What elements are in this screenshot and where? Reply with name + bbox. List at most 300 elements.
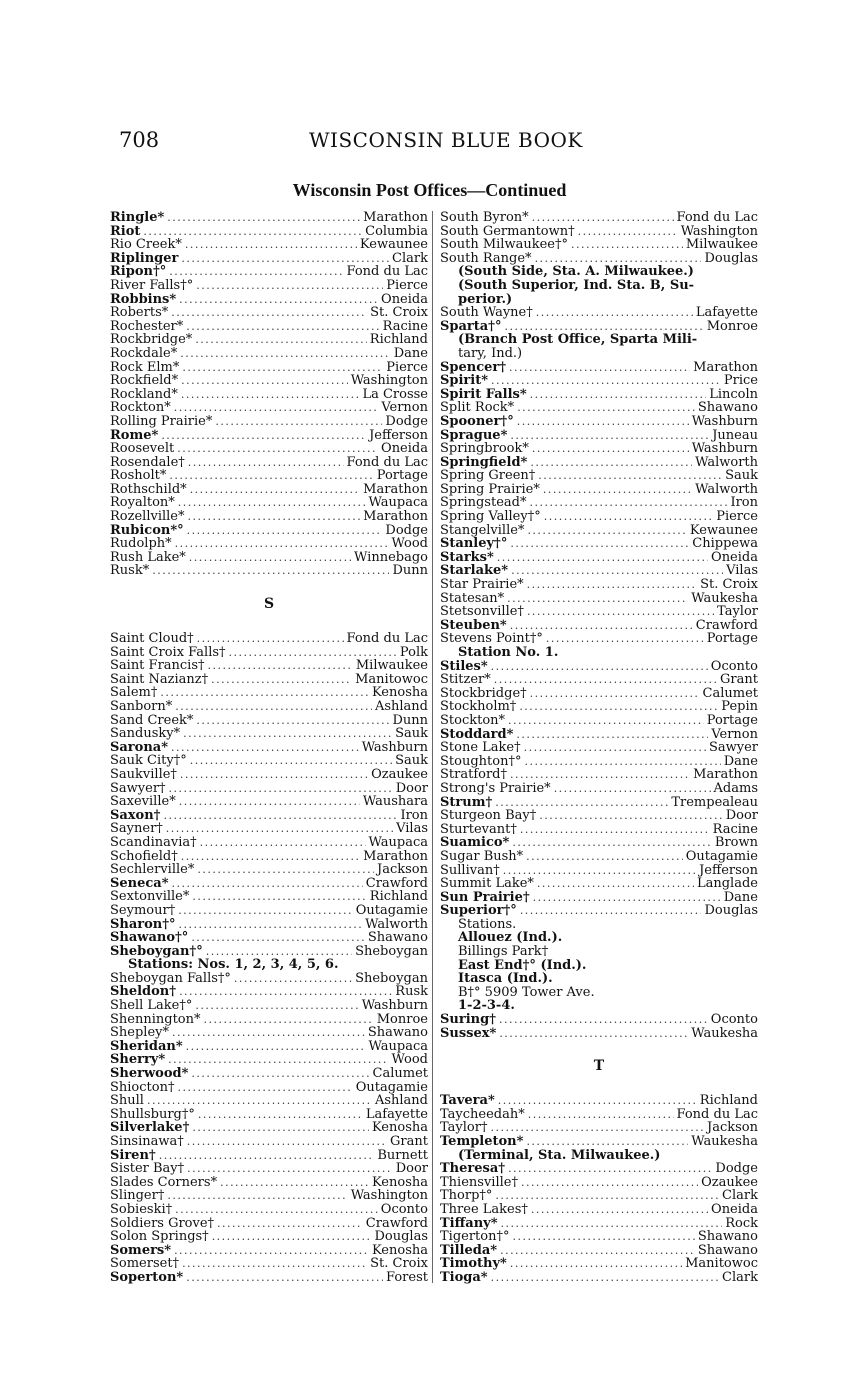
- post-office-entry: [440, 429, 758, 443]
- post-office-entry: [440, 891, 758, 905]
- post-office-entry: [110, 483, 428, 497]
- post-office-entry: [440, 850, 758, 864]
- post-office-name: Spirit Falls*: [440, 386, 527, 402]
- county-name: Door: [395, 780, 428, 796]
- dot-leader: [163, 809, 397, 823]
- post-office-entry: [110, 1121, 428, 1135]
- page-header: [119, 128, 759, 154]
- dot-leader: [172, 877, 363, 891]
- dot-leader: [510, 768, 690, 782]
- dot-leader: [217, 1217, 363, 1231]
- dot-leader: [179, 918, 363, 932]
- post-office-entry: [440, 741, 758, 755]
- post-office-entry: [440, 510, 758, 524]
- dot-leader: [181, 850, 360, 864]
- post-office-name: Roosevelt: [110, 441, 175, 457]
- post-office-name: Riplinger: [110, 250, 179, 266]
- county-name: Ozaukee: [371, 766, 428, 782]
- county-name: Vernon: [381, 400, 428, 416]
- county-name: Racine: [712, 821, 758, 837]
- county-name: Dodge: [715, 1161, 758, 1177]
- dot-leader: [535, 252, 702, 266]
- post-office-name: Roberts*: [110, 305, 169, 321]
- post-office-entry: [440, 1121, 758, 1135]
- county-name: Iron: [730, 495, 758, 511]
- section-title: Wisconsin Post Offices—Continued: [292, 180, 567, 200]
- county-name: Kenosha: [371, 1120, 428, 1136]
- county-name: Clark: [722, 1269, 758, 1285]
- post-office-entry: [110, 265, 428, 279]
- post-office-name: Rolling Prairie*: [110, 413, 213, 429]
- county-name: Monroe: [376, 1011, 428, 1027]
- post-office-entry: [440, 1217, 758, 1231]
- county-name: Sauk: [725, 468, 758, 484]
- dot-leader: [510, 537, 689, 551]
- post-office-entry: [110, 795, 428, 809]
- dot-leader: [497, 551, 708, 565]
- post-office-entry: [440, 632, 758, 646]
- county-name: Douglas: [704, 250, 758, 266]
- county-name: Oconto: [710, 1012, 758, 1028]
- spacer: [110, 612, 428, 632]
- post-office-entry: [110, 714, 428, 728]
- county-name: Clark: [722, 1188, 758, 1204]
- post-office-name: Sheldon†: [110, 984, 177, 1000]
- post-office-name: Somerset†: [110, 1256, 180, 1272]
- county-name: Sauk: [395, 753, 428, 769]
- county-name: Shawano: [697, 1242, 758, 1258]
- post-office-name: Taylor†: [440, 1120, 488, 1136]
- post-office-entry: [110, 1203, 428, 1217]
- post-office-name: Rockfield*: [110, 373, 179, 389]
- post-office-entry: [440, 388, 758, 402]
- post-office-name: Sechlerville*: [110, 862, 195, 878]
- post-office-name: Saint Croix Falls†: [110, 644, 226, 660]
- county-name: Oneida: [711, 1201, 758, 1217]
- dot-leader: [168, 1053, 388, 1067]
- page-number: 708: [119, 128, 160, 152]
- post-office-entry: [440, 619, 758, 633]
- post-office-name: Seymour†: [110, 902, 176, 918]
- post-office-name: Stone Lake†: [440, 740, 521, 756]
- county-name: Lafayette: [695, 305, 758, 321]
- dot-leader: [532, 211, 674, 225]
- post-office-entry: [110, 551, 428, 565]
- post-office-entry: [110, 1176, 428, 1190]
- dot-leader: [521, 1176, 698, 1190]
- county-name: Outagamie: [355, 902, 428, 918]
- post-office-entry: [440, 469, 758, 483]
- entry-note: (South Side, Sta. A. Milwaukee.): [458, 264, 694, 280]
- dot-leader: [528, 1108, 674, 1122]
- dot-leader: [189, 551, 351, 565]
- dot-leader: [539, 809, 722, 823]
- dot-leader: [175, 1203, 378, 1217]
- post-office-entry: [110, 415, 428, 429]
- post-office-entry: [110, 347, 428, 361]
- dot-leader: [190, 483, 360, 497]
- county-name: Portage: [376, 468, 428, 484]
- dot-leader: [174, 1244, 369, 1258]
- post-office-entry: [110, 822, 428, 836]
- post-office-name: Salem†: [110, 685, 158, 701]
- post-office-entry: [440, 442, 758, 456]
- county-name: Fond du Lac: [346, 454, 428, 470]
- post-office-name: Sextonville*: [110, 889, 190, 905]
- post-office-entry: [110, 659, 428, 673]
- post-office-name: Rockton*: [110, 400, 171, 416]
- post-office-entry: [110, 1189, 428, 1203]
- county-name: Marathon: [693, 767, 758, 783]
- county-name: Kenosha: [371, 685, 428, 701]
- county-name: Waukesha: [691, 1134, 758, 1149]
- dot-leader: [181, 252, 389, 266]
- dot-leader: [166, 822, 393, 836]
- dot-leader: [190, 754, 392, 768]
- post-office-entry: [440, 496, 758, 510]
- dot-leader: [167, 211, 360, 225]
- post-office-entry: [440, 592, 758, 606]
- post-office-entry: [110, 293, 428, 307]
- dot-leader: [500, 1244, 695, 1258]
- post-office-entry: [110, 727, 428, 741]
- dot-leader: [187, 1135, 387, 1149]
- post-office-name: Solon Springs†: [110, 1229, 209, 1245]
- dot-leader: [495, 796, 668, 810]
- dot-leader: [174, 401, 379, 415]
- post-office-entry: [440, 1162, 758, 1176]
- dot-leader: [495, 1189, 719, 1203]
- post-office-entry: [440, 415, 758, 429]
- county-name: Walworth: [695, 481, 758, 497]
- dot-leader: [169, 265, 343, 279]
- county-name: Shawano: [367, 930, 428, 946]
- dot-leader: [530, 687, 700, 701]
- post-office-entry: [110, 469, 428, 483]
- dot-leader: [524, 741, 706, 755]
- county-name: Clark: [392, 250, 428, 266]
- entry-note: tary, Ind.): [458, 345, 523, 361]
- county-name: Grant: [390, 1134, 428, 1149]
- dot-leader: [530, 456, 692, 470]
- spacer: [440, 1040, 758, 1060]
- post-office-name: Sturgeon Bay†: [440, 808, 537, 824]
- post-office-entry: [440, 578, 758, 592]
- post-office-name: Sand Creek*: [110, 712, 194, 728]
- post-office-name: Strong's Prairie*: [440, 780, 551, 796]
- dot-leader: [147, 1094, 372, 1108]
- dot-leader: [183, 727, 392, 741]
- post-office-name: Sturtevant†: [440, 821, 517, 837]
- dot-leader: [220, 1176, 369, 1190]
- county-name: Outagamie: [355, 1079, 428, 1095]
- dot-leader: [159, 1149, 375, 1163]
- post-office-entry: [440, 537, 758, 551]
- post-office-name: Shullsburg†°: [110, 1106, 195, 1122]
- post-office-entry: [110, 1026, 428, 1040]
- post-office-entry: [110, 252, 428, 266]
- post-office-name: Shennington*: [110, 1011, 201, 1027]
- post-office-name: Taycheedah*: [440, 1106, 525, 1122]
- county-name: Dane: [723, 889, 758, 905]
- county-name: Taylor: [717, 604, 758, 620]
- post-office-name: Sussex*: [440, 1025, 497, 1041]
- county-name: Jefferson: [699, 862, 758, 878]
- county-name: Jackson: [707, 1120, 758, 1136]
- county-name: Waukesha: [691, 590, 758, 606]
- dot-leader: [186, 1271, 383, 1285]
- county-name: Crawford: [365, 1215, 428, 1231]
- dot-leader: [527, 578, 697, 592]
- post-office-name: Stockholm†: [440, 699, 517, 715]
- county-name: Ozaukee: [701, 1174, 758, 1190]
- county-name: Milwaukee: [685, 237, 758, 253]
- post-office-name: Rosendale†: [110, 454, 185, 470]
- post-office-name: Sullivan†: [440, 862, 500, 878]
- dot-leader: [510, 429, 709, 443]
- dot-leader: [180, 768, 368, 782]
- entry-note: 1-2-3-4.: [458, 998, 515, 1014]
- dot-leader: [171, 306, 367, 320]
- post-office-entry: [440, 1203, 758, 1217]
- entry-note: Itasca (Ind.).: [458, 971, 553, 987]
- post-office-name: River Falls†°: [110, 277, 194, 293]
- dot-leader: [208, 659, 353, 673]
- dot-leader: [494, 673, 717, 687]
- county-name: Dodge: [385, 413, 428, 429]
- post-office-name: Schofield†: [110, 848, 178, 864]
- county-name: Adams: [713, 780, 758, 796]
- post-office-name: Stockton*: [440, 712, 506, 728]
- county-name: Brown: [714, 835, 758, 851]
- post-office-entry: [110, 686, 428, 700]
- spacer: [440, 1074, 758, 1094]
- post-office-name: Tiffany*: [440, 1215, 498, 1231]
- county-name: St. Croix: [370, 1256, 428, 1272]
- post-office-entry: [110, 1040, 428, 1054]
- county-name: Vilas: [726, 563, 758, 579]
- post-office-entry: [110, 632, 428, 646]
- dot-leader: [182, 361, 383, 375]
- county-name: La Crosse: [362, 386, 428, 402]
- post-office-name: Stoughton†°: [440, 753, 522, 769]
- county-name: Door: [395, 1161, 428, 1177]
- post-office-entry: [440, 700, 758, 714]
- post-office-name: Three Lakes†: [440, 1201, 528, 1217]
- post-office-name: Spring Green†: [440, 468, 536, 484]
- dot-leader: [198, 1108, 363, 1122]
- post-office-entry: [440, 306, 758, 320]
- post-office-name: Sauk City†°: [110, 753, 187, 769]
- county-name: Marathon: [363, 210, 428, 225]
- dot-leader: [508, 1162, 712, 1176]
- post-office-entry: [440, 864, 758, 878]
- post-office-entry: [110, 1149, 428, 1163]
- county-name: Washburn: [691, 413, 758, 429]
- post-office-entry: [110, 537, 428, 551]
- post-office-entry: [440, 605, 758, 619]
- post-office-entry: [440, 551, 758, 565]
- post-office-entry: [110, 564, 428, 578]
- post-office-entry: [440, 823, 758, 837]
- post-office-name: Sanborn*: [110, 699, 173, 714]
- county-name: Burnett: [377, 1147, 428, 1163]
- post-office-entry: [440, 755, 758, 769]
- post-office-name: Stiles*: [440, 658, 488, 674]
- right-column: [440, 211, 758, 1285]
- post-office-entry: [110, 646, 428, 660]
- post-office-name: Royalton*: [110, 495, 175, 511]
- post-office-name: Spirit*: [440, 373, 489, 389]
- dot-leader: [520, 904, 702, 918]
- post-office-entry: [440, 877, 758, 891]
- post-office-entry: [110, 496, 428, 510]
- post-office-entry: [110, 374, 428, 388]
- county-name: Vernon: [711, 726, 758, 742]
- post-office-entry: [440, 1176, 758, 1190]
- post-office-name: Seneca*: [110, 875, 169, 891]
- dot-leader: [538, 469, 722, 483]
- post-office-entry: [110, 985, 428, 999]
- section-letter: S: [263, 596, 275, 613]
- post-office-name: Rosholt*: [110, 468, 167, 484]
- county-name: Pepin: [721, 699, 758, 715]
- dot-leader: [512, 1230, 694, 1244]
- running-title: WISCONSIN BLUE BOOK: [309, 128, 583, 152]
- post-office-entry: [110, 333, 428, 347]
- post-office-entry: [440, 320, 758, 334]
- county-name: Racine: [382, 318, 428, 334]
- post-office-name: Soperton*: [110, 1269, 184, 1285]
- county-name: Langlade: [696, 876, 758, 892]
- county-name: Price: [723, 373, 758, 389]
- post-office-name: Sinsinawa†: [110, 1134, 184, 1149]
- county-name: Fond du Lac: [676, 1106, 758, 1122]
- post-office-name: Suamico*: [440, 835, 510, 851]
- dot-leader: [510, 619, 693, 633]
- post-office-entry: [440, 564, 758, 578]
- dot-leader: [504, 320, 703, 334]
- post-office-name: Rockbridge*: [110, 332, 193, 348]
- county-name: Washington: [350, 373, 428, 389]
- county-name: Iron: [400, 807, 428, 823]
- post-office-name: Starks*: [440, 549, 494, 565]
- dot-leader: [498, 1094, 697, 1108]
- dot-leader: [179, 795, 360, 809]
- post-office-name: Spring Valley†°: [440, 509, 541, 525]
- dot-leader: [234, 972, 352, 986]
- dot-leader: [181, 374, 348, 388]
- post-office-entry: [110, 754, 428, 768]
- post-office-name: Thiensville†: [440, 1174, 518, 1190]
- post-office-entry: [110, 741, 428, 755]
- post-office-entry: [440, 673, 758, 687]
- entry-note: perior.): [458, 291, 513, 307]
- county-name: Calumet: [702, 685, 758, 701]
- post-office-entry: [110, 945, 428, 959]
- dot-leader: [161, 429, 366, 443]
- county-name: Door: [725, 808, 758, 824]
- dot-leader: [204, 1013, 374, 1027]
- county-name: St. Croix: [370, 305, 428, 321]
- county-name: Jefferson: [369, 427, 428, 443]
- dot-leader: [519, 700, 718, 714]
- county-name: Oconto: [710, 658, 758, 674]
- post-office-entry: [440, 401, 758, 415]
- post-office-entry: [110, 673, 428, 687]
- post-office-name: Stevens Point†°: [440, 631, 543, 647]
- county-name: Calumet: [372, 1066, 428, 1082]
- entry-note: (Terminal, Sta. Milwaukee.): [458, 1147, 661, 1163]
- post-office-name: Rubicon*°: [110, 522, 184, 538]
- dot-leader: [544, 510, 713, 524]
- post-office-name: Slades Corners*: [110, 1174, 218, 1190]
- dot-leader: [554, 782, 711, 796]
- post-office-name: Sharon†°: [110, 916, 176, 932]
- post-office-entry: [440, 1094, 758, 1108]
- post-office-name: Sayner†: [110, 821, 163, 837]
- dot-leader: [499, 1013, 708, 1027]
- dot-leader: [490, 1121, 704, 1135]
- dot-leader: [215, 415, 382, 429]
- entry-note: Stations.: [458, 916, 517, 932]
- dot-leader: [169, 782, 393, 796]
- county-name: Ashland: [374, 1093, 428, 1109]
- post-office-name: Shiocton†: [110, 1079, 175, 1095]
- dot-leader: [229, 646, 397, 660]
- post-office-entry: [110, 918, 428, 932]
- post-office-entry: [110, 782, 428, 796]
- post-office-name: Rush Lake*: [110, 549, 186, 565]
- post-office-name: Suring†: [440, 1012, 496, 1028]
- dot-leader: [529, 496, 727, 510]
- post-office-entry: [440, 524, 758, 538]
- dot-leader: [179, 293, 378, 307]
- post-office-name: Saxon†: [110, 807, 161, 823]
- post-office-entry: [440, 796, 758, 810]
- post-office-entry: [440, 768, 758, 782]
- dot-leader: [179, 985, 392, 999]
- entry-note: B†° 5909 Tower Ave.: [458, 984, 595, 1000]
- post-office-entry: [440, 225, 758, 239]
- post-office-entry: [440, 1013, 758, 1027]
- county-name: Walworth: [695, 454, 758, 470]
- post-office-entry: [440, 1027, 758, 1041]
- post-office-entry: [110, 1162, 428, 1176]
- county-name: Walworth: [365, 916, 428, 932]
- entry-note: Station No. 1.: [458, 645, 559, 660]
- county-name: Dane: [393, 345, 428, 361]
- post-office-entry: [110, 1094, 428, 1108]
- post-office-name: Rozellville*: [110, 509, 185, 525]
- post-office-entry: [110, 279, 428, 293]
- dot-leader: [546, 632, 704, 646]
- dot-leader: [499, 1027, 688, 1041]
- county-name: Juneau: [712, 427, 758, 443]
- dot-leader: [537, 877, 694, 891]
- dot-leader: [171, 741, 359, 755]
- dot-leader: [143, 225, 362, 239]
- post-office-name: Scandinavia†: [110, 834, 197, 850]
- dot-leader: [195, 333, 366, 347]
- dot-leader: [526, 1135, 688, 1149]
- post-office-name: Superior†°: [440, 903, 517, 919]
- post-office-entry: [110, 931, 428, 945]
- post-office-name: Stoddard*: [440, 726, 514, 742]
- post-office-entry: [110, 442, 428, 456]
- county-name: Lincoln: [709, 386, 758, 402]
- post-office-name: Stetsonville†: [440, 604, 524, 620]
